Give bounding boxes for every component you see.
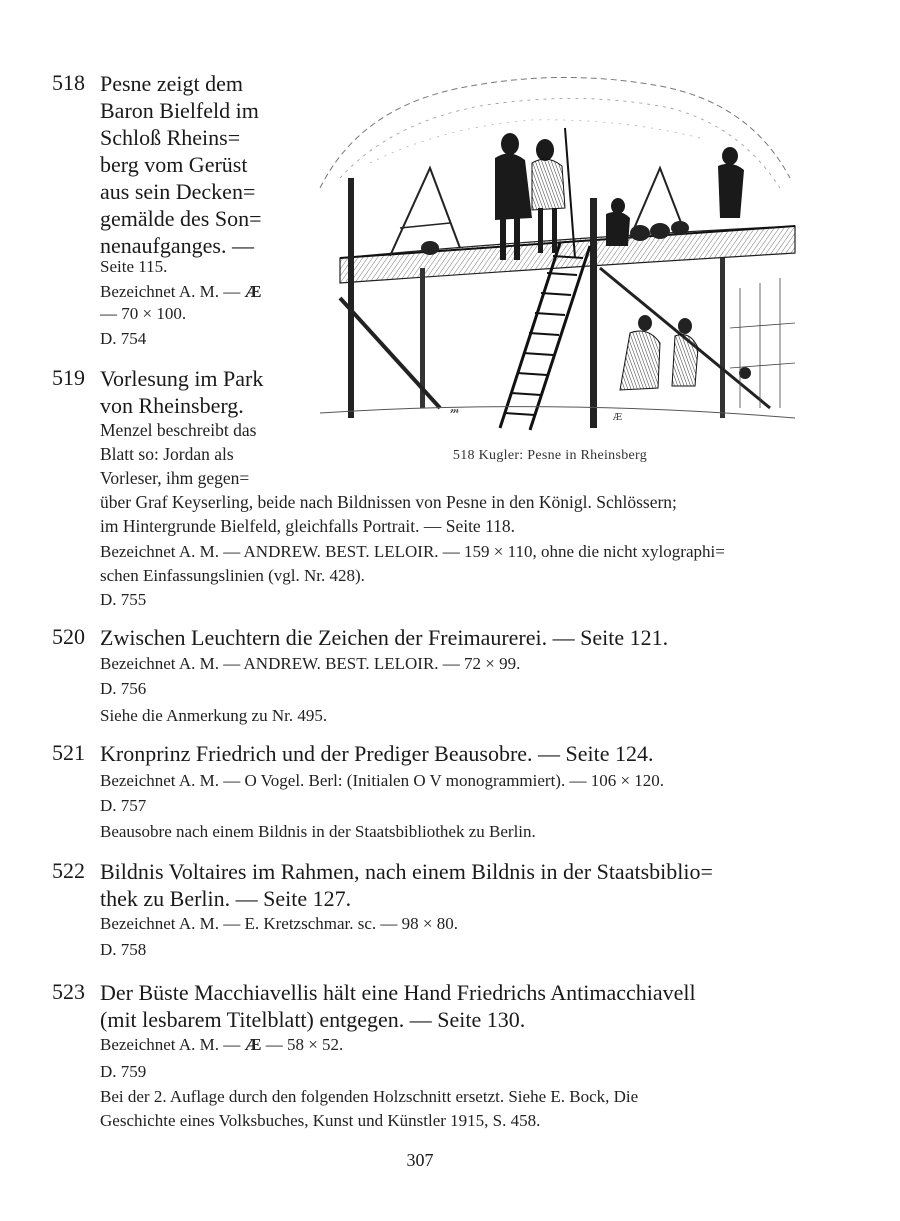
title-line: berg vom Gerüst [100, 152, 248, 177]
entry-d: D. 759 [100, 1062, 147, 1081]
title-line: Pesne zeigt dem [100, 71, 243, 96]
entry-d: D. 758 [100, 940, 147, 959]
entry-title [100, 70, 285, 259]
entry-number: 521 [52, 740, 85, 765]
entry-note [100, 1085, 800, 1133]
desc-line: Menzel beschreibt das [100, 420, 257, 440]
monogram: Æ [244, 1035, 262, 1054]
signature-mark-text: Æ [613, 413, 623, 423]
entry-marked: Bezeichnet A. M. — ANDREW. BEST. LELOIR. — 72 × 99. [100, 654, 521, 673]
entry-d: D. 757 [100, 796, 147, 815]
desc-line: Blatt so: Jordan als [100, 444, 234, 464]
entry-title [100, 979, 820, 1033]
entry-number: 520 [52, 624, 85, 649]
woodcut-svg [300, 68, 800, 436]
title-line: aus sein Decken= [100, 179, 256, 204]
entry-d: D. 756 [100, 679, 147, 698]
title-line: Vorlesung im Park [100, 366, 264, 391]
entry-desc-wide [100, 490, 800, 538]
artist-mark-text: 𝓂 [450, 403, 460, 416]
title-line: Baron Bielfeld im [100, 98, 259, 123]
note-line: Bei der 2. Auflage durch den folgenden Holzschnitt ersetzt. Siehe E. Bock, Die [100, 1087, 639, 1106]
title-line: Der Büste Macchiavellis hält eine Hand Friedrichs Antimacchiavell [100, 980, 696, 1005]
entry-note: Beausobre nach einem Bildnis in der Staatsbibliothek zu Berlin. [100, 822, 536, 841]
entry-title: Kronprinz Friedrich und der Prediger Beausobre. — Seite 124. [100, 741, 654, 766]
title-line: gemälde des Son= [100, 206, 262, 231]
woodcut-illustration [300, 68, 800, 436]
desc-line: Vorleser, ihm gegen= [100, 468, 250, 488]
marked-text: Bezeichnet A. M. — [100, 282, 245, 301]
marked-line: Bezeichnet A. M. — ANDREW. BEST. LELOIR. — 159 × 110, ohne die nicht xylographi= [100, 542, 725, 561]
title-line: von Rheinsberg. [100, 393, 244, 418]
title-line: nenaufganges. — [100, 233, 254, 258]
entry-number: 523 [52, 979, 85, 1004]
entry-title [100, 365, 290, 419]
entry-title: Zwischen Leuchtern die Zeichen der Freimaurerei. — Seite 121. [100, 625, 669, 650]
entry-number: 519 [52, 365, 85, 390]
title-line: Schloß Rheins= [100, 125, 241, 150]
marked-line: schen Einfassungslinien (vgl. Nr. 428). [100, 566, 365, 585]
entry-marked [100, 1033, 800, 1057]
title-line: (mit lesbarem Titelblatt) entgegen. — Seite 130. [100, 1007, 526, 1032]
entry-desc-narrow [100, 418, 290, 490]
title-line: Bildnis Voltaires im Rahmen, nach einem Bildnis in der Staatsbiblio= [100, 859, 713, 884]
title-line: thek zu Berlin. — Seite 127. [100, 886, 352, 911]
marked-text: — 58 × 52. [261, 1035, 344, 1054]
entry-size: — 70 × 100. [100, 304, 187, 323]
monogram: Æ [244, 282, 262, 301]
entry-number: 522 [52, 858, 85, 883]
entry-marked [100, 280, 261, 304]
entry-d: D. 754 [100, 329, 147, 348]
entry-number: 518 [52, 70, 85, 95]
entry-marked: Bezeichnet A. M. — E. Kretzschmar. sc. — 98 × 80. [100, 914, 459, 933]
entry-marked: Bezeichnet A. M. — O Vogel. Berl: (Initialen O V monogrammiert). — 106 × 120. [100, 771, 665, 790]
page-number: 307 [406, 1150, 434, 1170]
desc-line: im Hintergrunde Bielfeld, gleichfalls Portrait. — Seite 118. [100, 516, 516, 536]
desc-line: über Graf Keyserling, beide nach Bildnissen von Pesne in den Königl. Schlössern; [100, 492, 677, 512]
note-line: Geschichte eines Volksbuches, Kunst und Künstler 1915, S. 458. [100, 1111, 541, 1130]
entry-ref: Seite 115. [100, 257, 168, 276]
marked-text: Bezeichnet A. M. — [100, 1035, 245, 1054]
figure-caption: 518 Kugler: Pesne in Rheinsberg [452, 448, 648, 463]
entry-marked [100, 540, 800, 588]
entry-d: D. 755 [100, 590, 147, 609]
entry-title [100, 858, 820, 912]
entry-note: Siehe die Anmerkung zu Nr. 495. [100, 706, 328, 725]
